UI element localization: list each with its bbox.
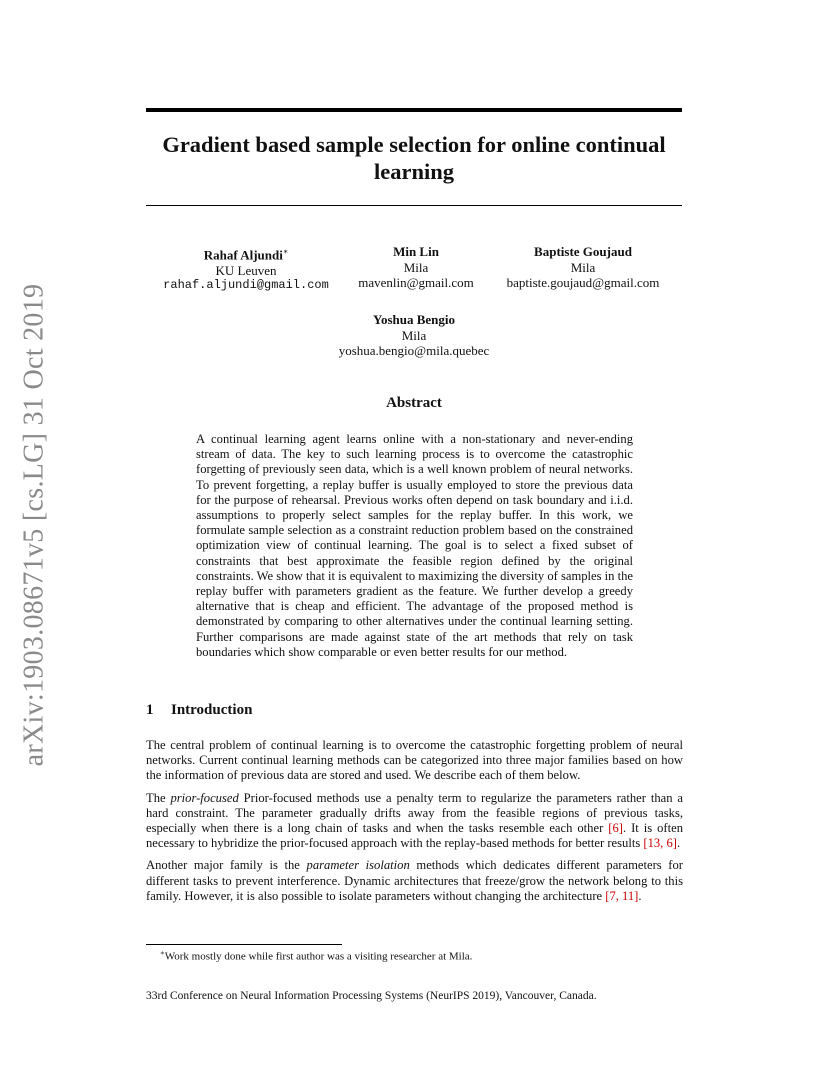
abstract-heading: Abstract: [386, 395, 442, 411]
section-number: 1: [146, 702, 154, 718]
author-email: yoshua.bengio@mila.quebec: [338, 343, 490, 358]
author-name: Yoshua Bengio: [373, 312, 455, 327]
author-name: Rahaf Aljundi: [203, 247, 283, 263]
author-block-1: [146, 244, 346, 294]
citation-link[interactable]: [7, 11]: [605, 888, 639, 903]
arxiv-stamp-text: arXiv:1903.08671v5 [cs.LG] 31 Oct 2019: [18, 283, 49, 767]
title-rule-top: [146, 108, 682, 112]
author-affiliation: Mila: [403, 259, 429, 275]
paper-title: Gradient based sample selection for online continual learning: [162, 132, 666, 184]
term-prior-focused: prior-focused: [170, 790, 239, 805]
author-block-3: [494, 244, 672, 291]
footnote-text: Work mostly done while first author was a visiting researcher at Mila.: [164, 950, 473, 963]
author-email: rahaf.aljundi@gmail.com: [163, 278, 329, 293]
term-parameter-isolation: parameter isolation: [306, 858, 410, 873]
section-heading: [146, 702, 252, 719]
author-name: Baptiste Goujaud: [534, 244, 632, 259]
arxiv-side-stamp: [6, 283, 62, 767]
intro-paragraph-3: Another major family is the parameter isolation methods which dedicates different parameters for different tasks to prevent interference. Dynamic architectures that freeze/grow the network belong to this family. However, it is also possible to isolate parameters without changing the architecture [7, 11].: [146, 858, 683, 903]
citation-link[interactable]: [6]: [608, 821, 623, 836]
author-affiliation: Mila: [570, 259, 596, 275]
author-email: mavenlin@gmail.com: [358, 275, 474, 290]
intro-paragraph-1: The central problem of continual learning is to overcome the catastrophic forgetting problem of neural networks. Current continual learning methods can be categorized into three major families based on how the information of previous data are stored and used. We describe each of them below.: [146, 738, 683, 783]
footnote-rule: [146, 944, 342, 945]
footnote-mark: ∗: [160, 949, 165, 957]
author-email: baptiste.goujaud@gmail.com: [506, 275, 660, 290]
author-affiliation: KU Leuven: [215, 262, 277, 278]
footnote: [160, 947, 472, 964]
citation-link[interactable]: [13, 6]: [643, 836, 677, 851]
author-name: Min Lin: [393, 244, 439, 259]
author-block-4: [314, 312, 514, 359]
author-block-2: [346, 244, 486, 291]
section-title: Introduction: [171, 702, 253, 718]
conference-notice: 33rd Conference on Neural Information Processing Systems (NeurIPS 2019), Vancouver, Canada.: [146, 990, 597, 1002]
intro-paragraph-2: The prior-focused Prior-focused methods use a penalty term to regularize the parameters rather than a hard constraint. The parameter gradually drifts away from the feasible regions of previous tasks, especially when there is a long chain of tasks and when the tasks resemble each other [6]. It is often necessary to hybridize the prior-focused approach with the replay-based methods for better results [13, 6].: [146, 790, 683, 851]
author-footnote-mark: ∗: [282, 247, 289, 256]
abstract-text: A continual learning agent learns online with a non-stationary and never-ending stream of data. The key to such learning process is to overcome the catastrophic forgetting of previously seen data, which is a well known problem of neural networks. To prevent forgetting, a replay buffer is usually employed to store the previous data for the purpose of rehearsal. Previous works often depend on task boundary and i.i.d. assumptions to properly select samples for the replay buffer. In this work, we formulate sample selection as a constraint reduction problem based on the constrained optimization view of continual learning. The goal is to select a fixed subset of constraints that best approximate the feasible region defined by the original constraints. We show that it is equivalent to maximizing the diversity of samples in the replay buffer with parameters gradient as the feature. We further develop a greedy alternative that is cheap and efficient. The advantage of the proposed method is demonstrated by comparing to other alternatives under the continual learning setting. Further comparisons are made against state of the art methods that rely on task boundaries which show comparable or even better results for our method.: [196, 432, 634, 659]
title-rule-bottom: [146, 205, 682, 206]
author-affiliation: Mila: [401, 327, 427, 343]
introduction-body: [146, 738, 683, 911]
